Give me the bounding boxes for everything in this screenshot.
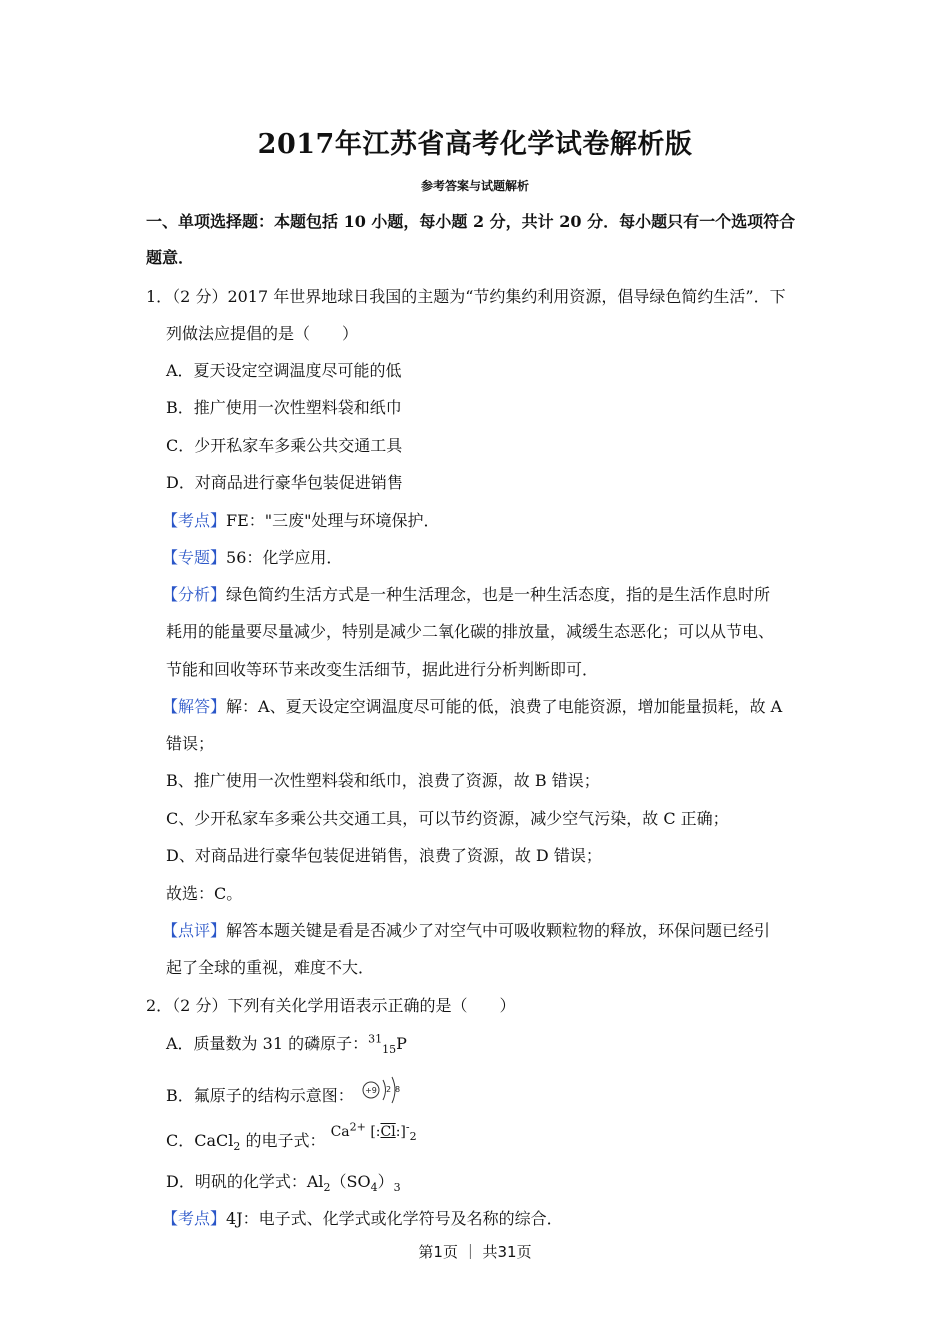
dianping-text: 解答本题关键是看是否减少了对空气中可吸收颗粒物的释放，环保问题已经引 xyxy=(226,921,771,940)
al-count: 2 xyxy=(323,1181,331,1195)
q1-option-b: B．推广使用一次性塑料袋和纸巾 xyxy=(166,398,402,417)
q1-dianping xyxy=(162,921,770,941)
q1-jieda-line4: C、少开私家车多乘公共交通工具，可以节约资源，减少空气污染，故 C 正确； xyxy=(166,809,729,828)
q1-dianping-line2: 起了全球的重视，难度不大． xyxy=(166,958,375,977)
o-count: 4 xyxy=(370,1181,378,1195)
ca-symbol: Ca xyxy=(330,1124,350,1140)
q1-jieda-line2: 错误； xyxy=(166,734,215,753)
ca-charge: 2+ xyxy=(349,1120,366,1134)
jieda-text: 解：A、夏天设定空调温度尽可能的低，浪费了电能资源，增加能量损耗，故 A xyxy=(226,697,783,716)
q1-jieda xyxy=(162,697,782,717)
electron-bracket: [:Cl:] xyxy=(370,1124,406,1140)
fenxi-text: 绿色简约生活方式是一种生活理念，也是一种生活态度，指的是生活作息时所 xyxy=(226,585,771,604)
q2-option-d xyxy=(166,1172,401,1195)
q1-zhuanti xyxy=(162,548,342,568)
q2-option-c-prefix: C．CaCl xyxy=(166,1131,234,1150)
q1-jieda-line6: 故选：C。 xyxy=(166,884,243,903)
kaodian-text: FE："三废"处理与环境保护． xyxy=(226,511,440,530)
q1-option-d: D．对商品进行豪华包装促进销售 xyxy=(166,473,403,492)
cl-charge: - xyxy=(405,1120,410,1134)
q1-jieda-line5: D、对商品进行豪华包装促进销售，浪费了资源，故 D 错误； xyxy=(166,846,602,865)
shell2-label: 8 xyxy=(394,1084,400,1094)
page-subtitle: 参考答案与试题解析 xyxy=(420,179,529,193)
atomic-number: 15 xyxy=(382,1043,397,1057)
q2-option-c-sub: 2 xyxy=(233,1140,241,1154)
nucleus-label: +9 xyxy=(364,1085,377,1095)
page-footer: 第1页 ｜ 共31页 xyxy=(418,1243,532,1261)
cl-count: 2 xyxy=(409,1129,417,1143)
q1-fenxi xyxy=(162,585,770,605)
q2-option-b-text: B．氟原子的结构示意图： xyxy=(166,1086,354,1105)
q2-kaodian xyxy=(162,1209,563,1229)
electron-formula xyxy=(330,1120,417,1143)
fluorine-structure-diagram-icon xyxy=(359,1073,413,1107)
q2-option-d-close: ） xyxy=(377,1172,394,1191)
element-symbol: P xyxy=(396,1034,407,1053)
q2-option-c-suffix: 的电子式： xyxy=(240,1131,326,1150)
dianping-tag: 【点评】 xyxy=(162,921,227,940)
q1-option-c: C．少开私家车多乘公共交通工具 xyxy=(166,436,403,455)
section-heading: 一、单项选择题：本题包括 10 小题，每小题 2 分，共计 20 分．每小题只有一个选项符合 xyxy=(146,212,796,231)
q1-stem-cont: 列做法应提倡的是（ ） xyxy=(166,324,359,343)
q2-option-a xyxy=(166,1032,407,1057)
zhuanti-text: 56：化学应用． xyxy=(226,548,343,567)
q2-kaodian-text: 4J：电子式、化学式或化学符号及名称的综合． xyxy=(226,1209,563,1228)
cl-symbol: Cl xyxy=(380,1124,396,1140)
q2-stem: 2．（2 分）下列有关化学用语表示正确的是（ ） xyxy=(146,996,516,1015)
kaodian-tag: 【考点】 xyxy=(162,511,227,530)
q1-fenxi-line3: 节能和回收等环节来改变生活细节，据此进行分析判断即可． xyxy=(166,660,599,679)
q2-option-d-mid: （SO xyxy=(330,1172,371,1191)
zhuanti-tag: 【专题】 xyxy=(162,548,227,567)
q1-jieda-line3: B、推广使用一次性塑料袋和纸巾，浪费了资源，故 B 错误； xyxy=(166,771,600,790)
q2-option-a-text: A．质量数为 31 的磷原子： xyxy=(166,1034,369,1053)
section-heading-cont: 题意． xyxy=(146,248,195,267)
q2-option-c xyxy=(166,1120,417,1154)
so4-count: 3 xyxy=(393,1181,401,1195)
mass-number: 31 xyxy=(368,1032,383,1046)
q1-stem: 1．（2 分）2017 年世界地球日我国的主题为“节约集约利用资源，倡导绿色简约生活”．下 xyxy=(146,287,786,306)
q2-option-d-prefix: D．明矾的化学式：Al xyxy=(166,1172,324,1191)
fenxi-tag: 【分析】 xyxy=(162,585,227,604)
q1-fenxi-line2: 耗用的能量要尽量减少，特别是减少二氧化碳的排放量，减缓生态恶化；可以从节电、 xyxy=(166,622,775,641)
q1-kaodian xyxy=(162,511,440,531)
page-title: 2017年江苏省高考化学试卷解析版 xyxy=(257,129,693,160)
q1-option-a: A．夏天设定空调温度尽可能的低 xyxy=(166,361,402,380)
q2-kaodian-tag: 【考点】 xyxy=(162,1209,227,1228)
jieda-tag: 【解答】 xyxy=(162,697,227,716)
shell1-label: 2 xyxy=(385,1084,391,1094)
q2-option-b xyxy=(166,1086,413,1107)
